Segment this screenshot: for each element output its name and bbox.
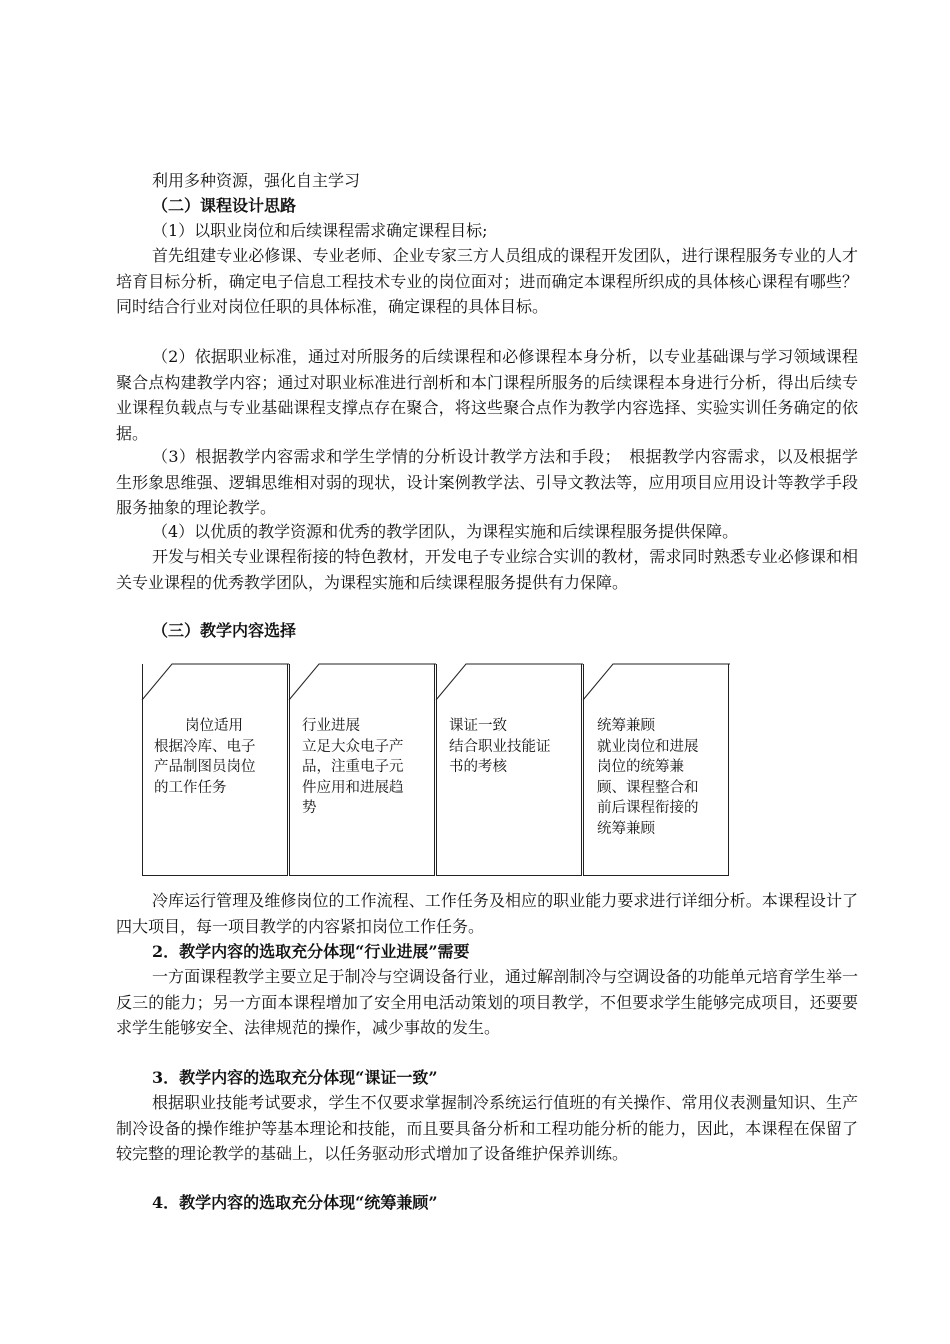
box-1-line: 的工作任务 xyxy=(154,779,227,796)
heading-overall-planning: 4．教学内容的选取充分体现“统筹兼顾” xyxy=(152,1193,438,1212)
paragraph-textbooks: 开发与相关专业课程衔接的特色教材，开发电子专业综合实训的教材，需求同时熟悉专业必修课和相关专业课程的优秀教学团队，为课程实施和后续课程服务提供有力保障。 xyxy=(116,547,858,592)
diagram-box-overall xyxy=(583,664,729,876)
box-2-line: 件应用和进展趋 xyxy=(302,779,404,796)
paragraph-cold-storage: 冷库运行管理及维修岗位的工作流程、工作任务及相应的职业能力要求进行详细分析。本课程设计了四大项目，每一项目教学的内容紧扣岗位工作任务。 xyxy=(116,891,858,936)
box-4-line: 就业岗位和进展 xyxy=(597,738,699,755)
box-2-title: 行业进展 xyxy=(302,718,360,734)
box-4-title: 统筹兼顾 xyxy=(597,718,655,734)
paragraph-item-3: （3）根据教学内容需求和学生学情的分析设计教学方法和手段； 根据教学内容需求，以及根据学生形象思维强、逻辑思维相对弱的现状，设计案例教学法、引导文教法等，应用项目应用设计等教学手段服务抽象的理论教学。 xyxy=(116,447,858,517)
heading-content-selection: （三）教学内容选择 xyxy=(152,621,297,640)
box-4-line: 统筹兼顾 xyxy=(597,820,655,837)
paragraph-item-1: （1）以职业岗位和后续课程需求确定课程目标; xyxy=(152,221,488,240)
diagram-box-industry xyxy=(289,664,435,876)
box-3-line: 书的考核 xyxy=(449,759,507,775)
box-2-line: 势 xyxy=(302,800,317,816)
paragraph-item-4: （4）以优质的教学资源和优秀的教学团队，为课程实施和后续课程服务提供保障。 xyxy=(152,522,739,541)
box-2-line: 立足大众电子产 xyxy=(302,738,404,755)
paragraph-certificate: 根据职业技能考试要求，学生不仅要求掌握制冷系统运行值班的有关操作、常用仪表测量知识、生产制冷设备的操作维护等基本理论和技能，而且要具备分析和工程功能分析的能力，因此，本课程在保留了较完整的理论教学的基础上，以任务驱动形式增加了设备维护保养训练。 xyxy=(116,1093,858,1163)
box-4-line: 岗位的统筹兼 xyxy=(597,759,684,775)
diagram-box-certificate xyxy=(436,664,582,876)
paragraph-team: 首先组建专业必修课、专业老师、企业专家三方人员组成的课程开发团队，进行课程服务专业的人才培育目标分析，确定电子信息工程技术专业的岗位面对；进而确定本课程所织成的具体核心课程有哪些？同时结合行业对岗位任职的具体标准，确定课程的具体目标。 xyxy=(116,246,858,316)
box-1-line: 根据冷库、电子 xyxy=(154,738,256,755)
box-3-title: 课证一致 xyxy=(449,718,507,734)
heading-course-certificate: 3．教学内容的选取充分体现“课证一致” xyxy=(152,1068,438,1087)
box-4-line: 顾、课程整合和 xyxy=(597,779,699,796)
box-4-line: 前后课程衔接的 xyxy=(597,800,699,816)
box-3-line: 结合职业技能证 xyxy=(449,738,551,755)
heading-course-design: （二）课程设计思路 xyxy=(152,196,297,215)
box-1-title: 岗位适用 xyxy=(185,718,243,734)
diagram-box-job-fit xyxy=(142,664,288,876)
paragraph-self-study: 利用多种资源，强化自主学习 xyxy=(152,171,361,190)
paragraph-industry: 一方面课程教学主要立足于制冷与空调设备行业，通过解剖制冷与空调设备的功能单元培育学生举一反三的能力；另一方面本课程增加了安全用电活动策划的项目教学，不但要求学生能够完成项目，还要要求学生能够安全、法律规范的操作，减少事故的发生。 xyxy=(116,967,858,1037)
box-1-line: 产品制图员岗位 xyxy=(154,759,256,775)
box-2-line: 品，注重电子元 xyxy=(302,759,404,775)
paragraph-item-2: （2）依据职业标准，通过对所服务的后续课程和必修课程本身分析，以专业基础课与学习领域课程聚合点构建教学内容；通过对职业标准进行剖析和本门课程所服务的后续课程本身进行分析，得出后续专业课程负载点与专业基础课程支撑点存在聚合，将这些聚合点作为教学内容选择、实验实训任务确定的依据。 xyxy=(116,347,858,443)
heading-industry-progress: 2．教学内容的选取充分体现“行业进展”需要 xyxy=(152,942,470,961)
